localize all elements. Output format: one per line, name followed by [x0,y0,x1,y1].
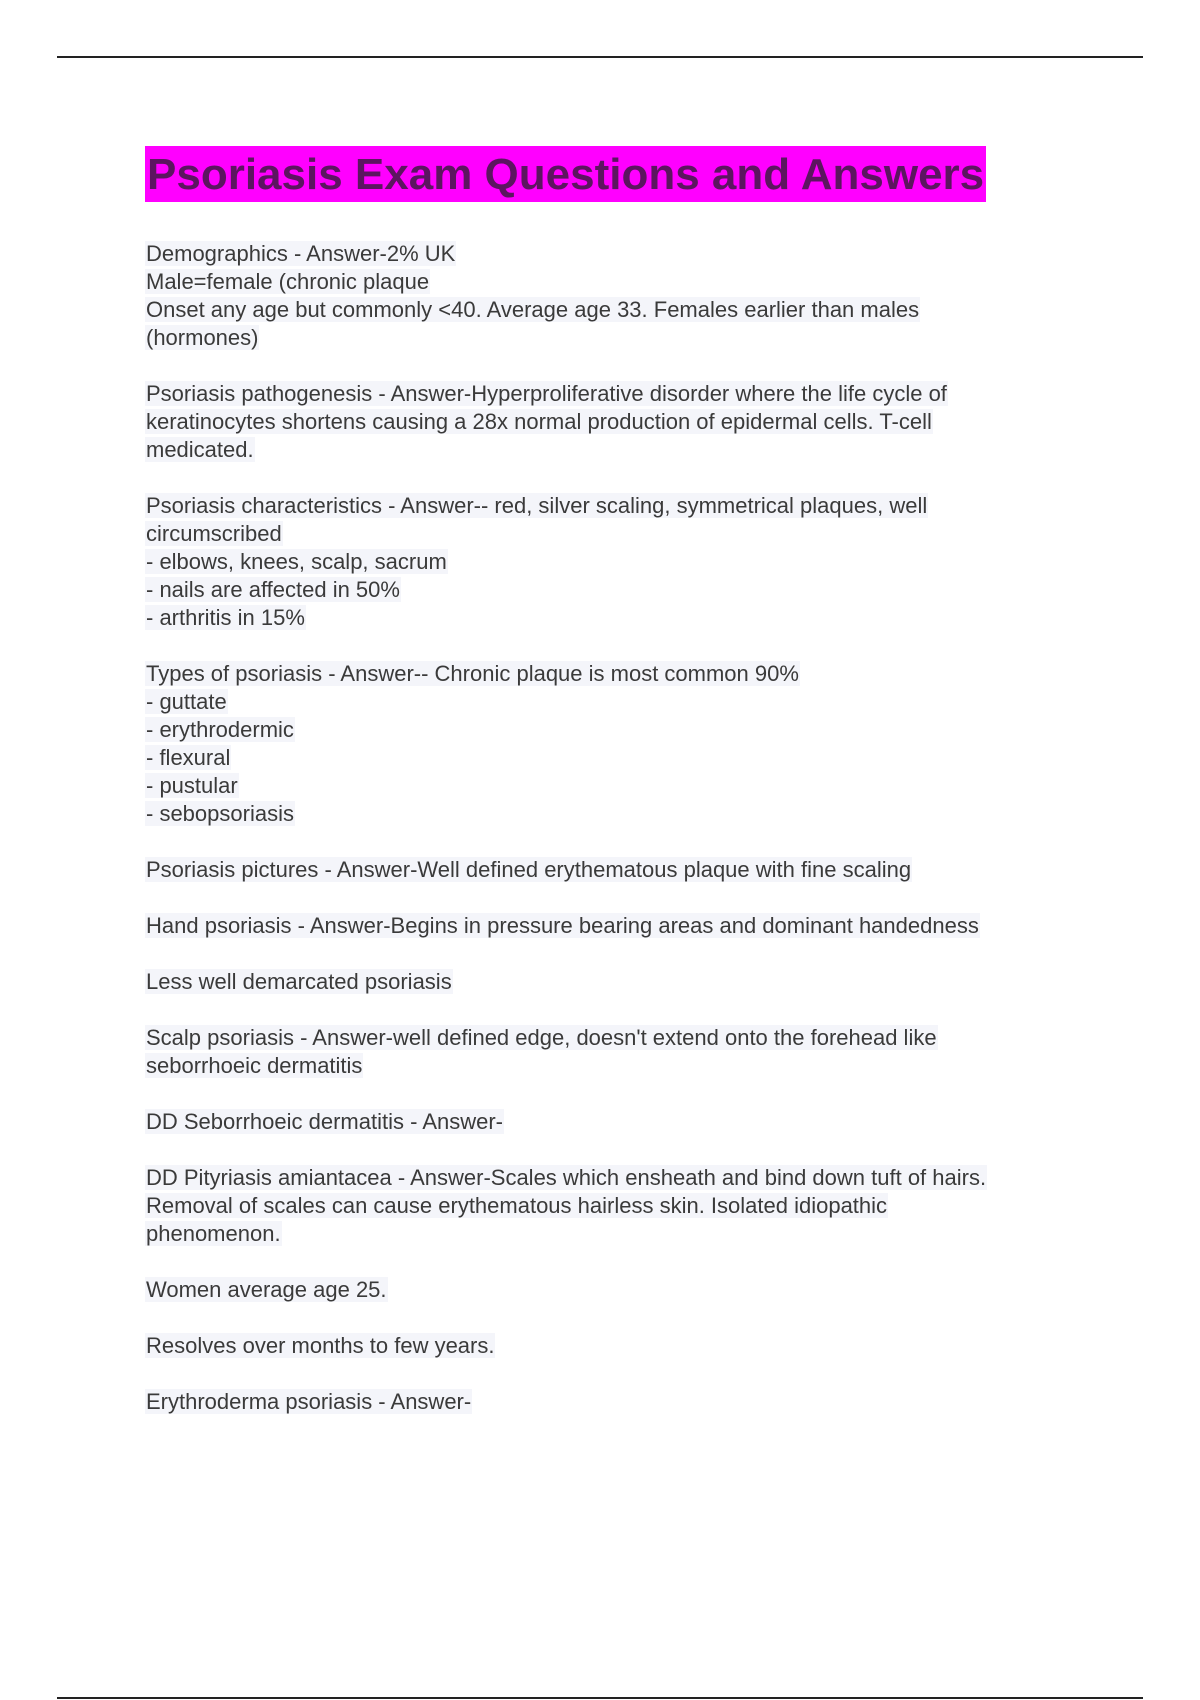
qa-line [145,1220,1085,1248]
qa-line [145,296,1085,324]
qa-line-text: circumscribed [146,521,282,546]
qa-line-text: Psoriasis characteristics - Answer-- red, silver scaling, symmetrical plaques, well [146,493,928,518]
qa-line-text: Hand psoriasis - Answer-Begins in pressure bearing areas and dominant handedness [146,913,979,938]
qa-entry [145,492,1085,632]
qa-line [145,1024,1085,1052]
qa-entry [145,912,1085,940]
qa-line-text: Resolves over months to few years. [146,1333,495,1358]
page-title: Psoriasis Exam Questions and Answers [145,146,986,202]
qa-line-text: Types of psoriasis - Answer-- Chronic plaque is most common 90% [146,661,799,686]
qa-line-text: - flexural [146,745,231,770]
qa-entry [145,968,1085,996]
qa-line-text: (hormones) [146,325,259,350]
document-body [145,146,1085,1444]
qa-entry [145,1388,1085,1416]
qa-line [145,380,1085,408]
qa-line [145,968,1085,996]
qa-entry [145,1164,1085,1248]
qa-entry [145,856,1085,884]
qa-entry [145,380,1085,464]
qa-line [145,1276,1085,1304]
qa-line-text: DD Seborrhoeic dermatitis - Answer- [146,1109,504,1134]
qa-line-text: seborrhoeic dermatitis [146,1053,363,1078]
qa-line-text: Erythroderma psoriasis - Answer- [146,1389,472,1414]
qa-line-text: - arthritis in 15% [146,605,305,630]
qa-line [145,1108,1085,1136]
qa-line-text: medicated. [146,437,254,462]
qa-line [145,268,1085,296]
qa-line-text: Psoriasis pictures - Answer-Well defined erythematous plaque with fine scaling [146,857,912,882]
qa-line [145,660,1085,688]
qa-line-text: - sebopsoriasis [146,801,294,826]
qa-line [145,324,1085,352]
qa-list [145,240,1085,1416]
qa-entry [145,1332,1085,1360]
qa-line [145,240,1085,268]
qa-line [145,1388,1085,1416]
qa-line-text: Removal of scales can cause erythematous hairless skin. Isolated idiopathic [146,1193,888,1218]
qa-line [145,688,1085,716]
qa-line [145,548,1085,576]
bottom-rule [57,1697,1143,1699]
top-rule [57,56,1143,58]
qa-line-text: Psoriasis pathogenesis - Answer-Hyperproliferative disorder where the life cycle of [146,381,947,406]
qa-line-text: - elbows, knees, scalp, sacrum [146,549,447,574]
qa-line [145,1164,1085,1192]
qa-entry [145,1024,1085,1080]
qa-line [145,744,1085,772]
qa-line [145,520,1085,548]
qa-entry [145,240,1085,352]
qa-entry [145,1108,1085,1136]
qa-entry [145,660,1085,828]
qa-line [145,1052,1085,1080]
qa-line [145,716,1085,744]
qa-line [145,772,1085,800]
qa-line [145,436,1085,464]
qa-line-text: phenomenon. [146,1221,281,1246]
qa-line-text: keratinocytes shortens causing a 28x normal production of epidermal cells. T-cell [146,409,932,434]
qa-line [145,912,1085,940]
qa-line [145,1332,1085,1360]
qa-line-text: Less well demarcated psoriasis [146,969,452,994]
qa-line [145,408,1085,436]
qa-line-text: - erythrodermic [146,717,294,742]
qa-line-text: Onset any age but commonly <40. Average age 33. Females earlier than males [146,297,920,322]
qa-line-text: - nails are affected in 50% [146,577,400,602]
qa-line [145,856,1085,884]
qa-line [145,800,1085,828]
qa-line [145,604,1085,632]
qa-line-text: DD Pityriasis amiantacea - Answer-Scales which ensheath and bind down tuft of hairs. [146,1165,987,1190]
qa-line [145,492,1085,520]
qa-line-text: - pustular [146,773,238,798]
qa-line-text: Male=female (chronic plaque [146,269,430,294]
qa-line-text: Scalp psoriasis - Answer-well defined edge, doesn't extend onto the forehead like [146,1025,937,1050]
qa-line [145,576,1085,604]
qa-entry [145,1276,1085,1304]
qa-line-text: Women average age 25. [146,1277,387,1302]
qa-line-text: Demographics - Answer-2% UK [146,241,456,266]
qa-line [145,1192,1085,1220]
qa-line-text: - guttate [146,689,227,714]
